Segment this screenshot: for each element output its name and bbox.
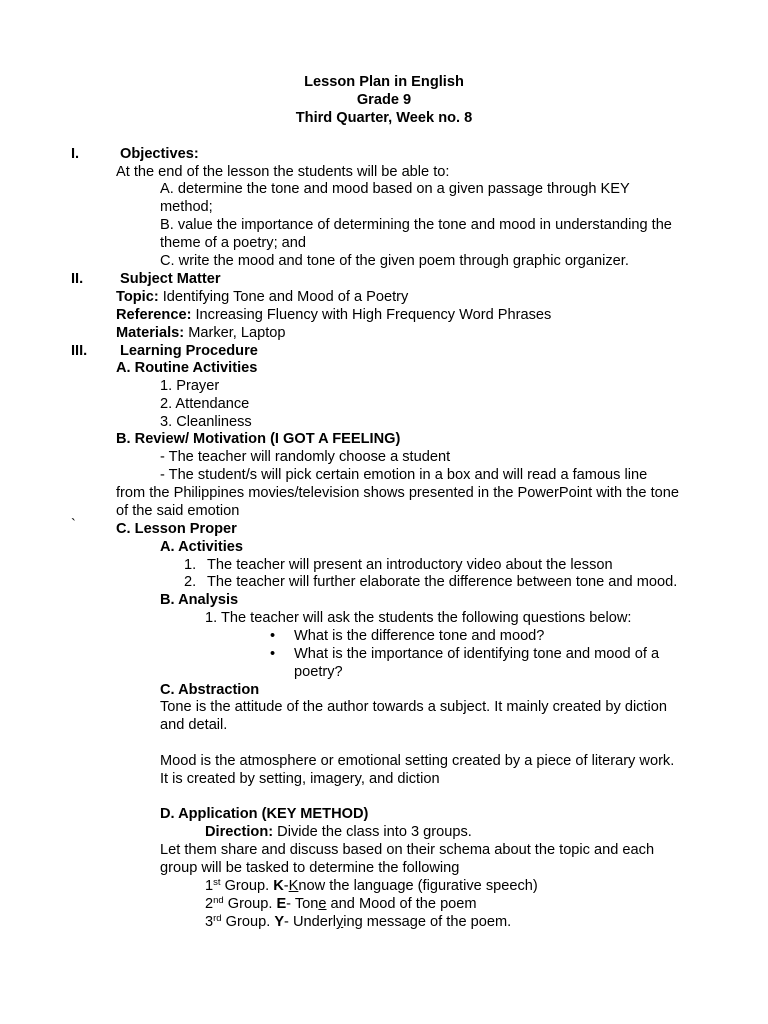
reference-line: Reference: Increasing Fluency with High Frequency Word Phrases xyxy=(116,307,552,323)
analysis-question: • What is the importance of identifying tone and mood of a xyxy=(270,646,660,662)
mood-definition: Mood is the atmosphere or emotional setting created by a piece of literary work. xyxy=(160,753,675,769)
group-line: 1st Group. K-Know the language (figurative speech) xyxy=(205,877,538,894)
group-line: 2nd Group. E- Tone and Mood of the poem xyxy=(205,895,477,912)
objective-b-line2: theme of a poetry; and xyxy=(160,235,307,251)
tone-definition: and detail. xyxy=(160,717,228,733)
routine-activities-heading: A. Routine Activities xyxy=(116,360,258,376)
direction-line: Direction: Divide the class into 3 groups. xyxy=(205,824,472,840)
section-number-3: III. xyxy=(71,343,88,359)
topic-line: Topic: Identifying Tone and Mood of a Poetry xyxy=(116,289,409,305)
objectives-heading: Objectives: xyxy=(120,146,199,162)
objective-b-line1: B. value the importance of determining the tone and mood in understanding the xyxy=(160,217,672,233)
bullet-icon: • xyxy=(270,628,276,644)
routine-item-cleanliness: 3. Cleanliness xyxy=(160,414,252,430)
objective-c-line1: C. write the mood and tone of the given poem through graphic organizer. xyxy=(160,253,629,269)
analysis-heading: B. Analysis xyxy=(160,592,239,608)
section-number-2: II. xyxy=(71,271,84,287)
review-motivation-heading: B. Review/ Motivation (I GOT A FEELING) xyxy=(116,431,401,447)
routine-item-prayer: 1. Prayer xyxy=(160,378,220,394)
activity-number: 2. xyxy=(184,574,197,590)
review-line: from the Philippines movies/television shows presented in the PowerPoint with the tone xyxy=(116,485,679,501)
objectives-intro: At the end of the lesson the students will be able to: xyxy=(116,164,450,180)
activities-heading: A. Activities xyxy=(160,539,243,555)
group-line: 3rd Group. Y- Underlying message of the poem. xyxy=(205,913,512,930)
analysis-intro: 1. The teacher will ask the students the following questions below: xyxy=(205,610,632,626)
grade-heading: Grade 9 xyxy=(356,92,412,108)
activity-number: 1. xyxy=(184,557,197,573)
review-line: of the said emotion xyxy=(116,503,240,519)
objective-a-line2: method; xyxy=(160,199,213,215)
bullet-icon: • xyxy=(270,646,276,662)
review-line: - The teacher will randomly choose a student xyxy=(160,449,451,465)
lesson-proper-heading: C. Lesson Proper xyxy=(116,521,237,537)
analysis-question: • What is the difference tone and mood? xyxy=(270,628,545,644)
activity-text: The teacher will further elaborate the difference between tone and mood. xyxy=(207,574,678,590)
activity-text: The teacher will present an introductory video about the lesson xyxy=(207,557,613,573)
mood-definition: It is created by setting, imagery, and diction xyxy=(160,771,440,787)
tone-definition: Tone is the attitude of the author towards a subject. It mainly created by diction xyxy=(160,699,668,715)
materials-line: Materials: Marker, Laptop xyxy=(116,325,286,341)
learning-procedure-heading: Learning Procedure xyxy=(120,343,258,359)
application-heading: D. Application (KEY METHOD) xyxy=(160,806,369,822)
stray-mark: ` xyxy=(71,517,76,533)
subject-matter-heading: Subject Matter xyxy=(120,271,221,287)
quarter-heading: Third Quarter, Week no. 8 xyxy=(295,110,473,126)
objective-a-line1: A. determine the tone and mood based on a given passage through KEY xyxy=(160,181,630,197)
review-line: - The student/s will pick certain emotion in a box and will read a famous line xyxy=(160,467,648,483)
application-text: group will be tasked to determine the following xyxy=(160,860,460,876)
application-text: Let them share and discuss based on their schema about the topic and each xyxy=(160,842,655,858)
document-title: Lesson Plan in English xyxy=(304,74,464,90)
analysis-question-continued: poetry? xyxy=(294,664,343,680)
section-number-1: I. xyxy=(71,146,80,162)
abstraction-heading: C. Abstraction xyxy=(160,682,260,698)
routine-item-attendance: 2. Attendance xyxy=(160,396,250,412)
